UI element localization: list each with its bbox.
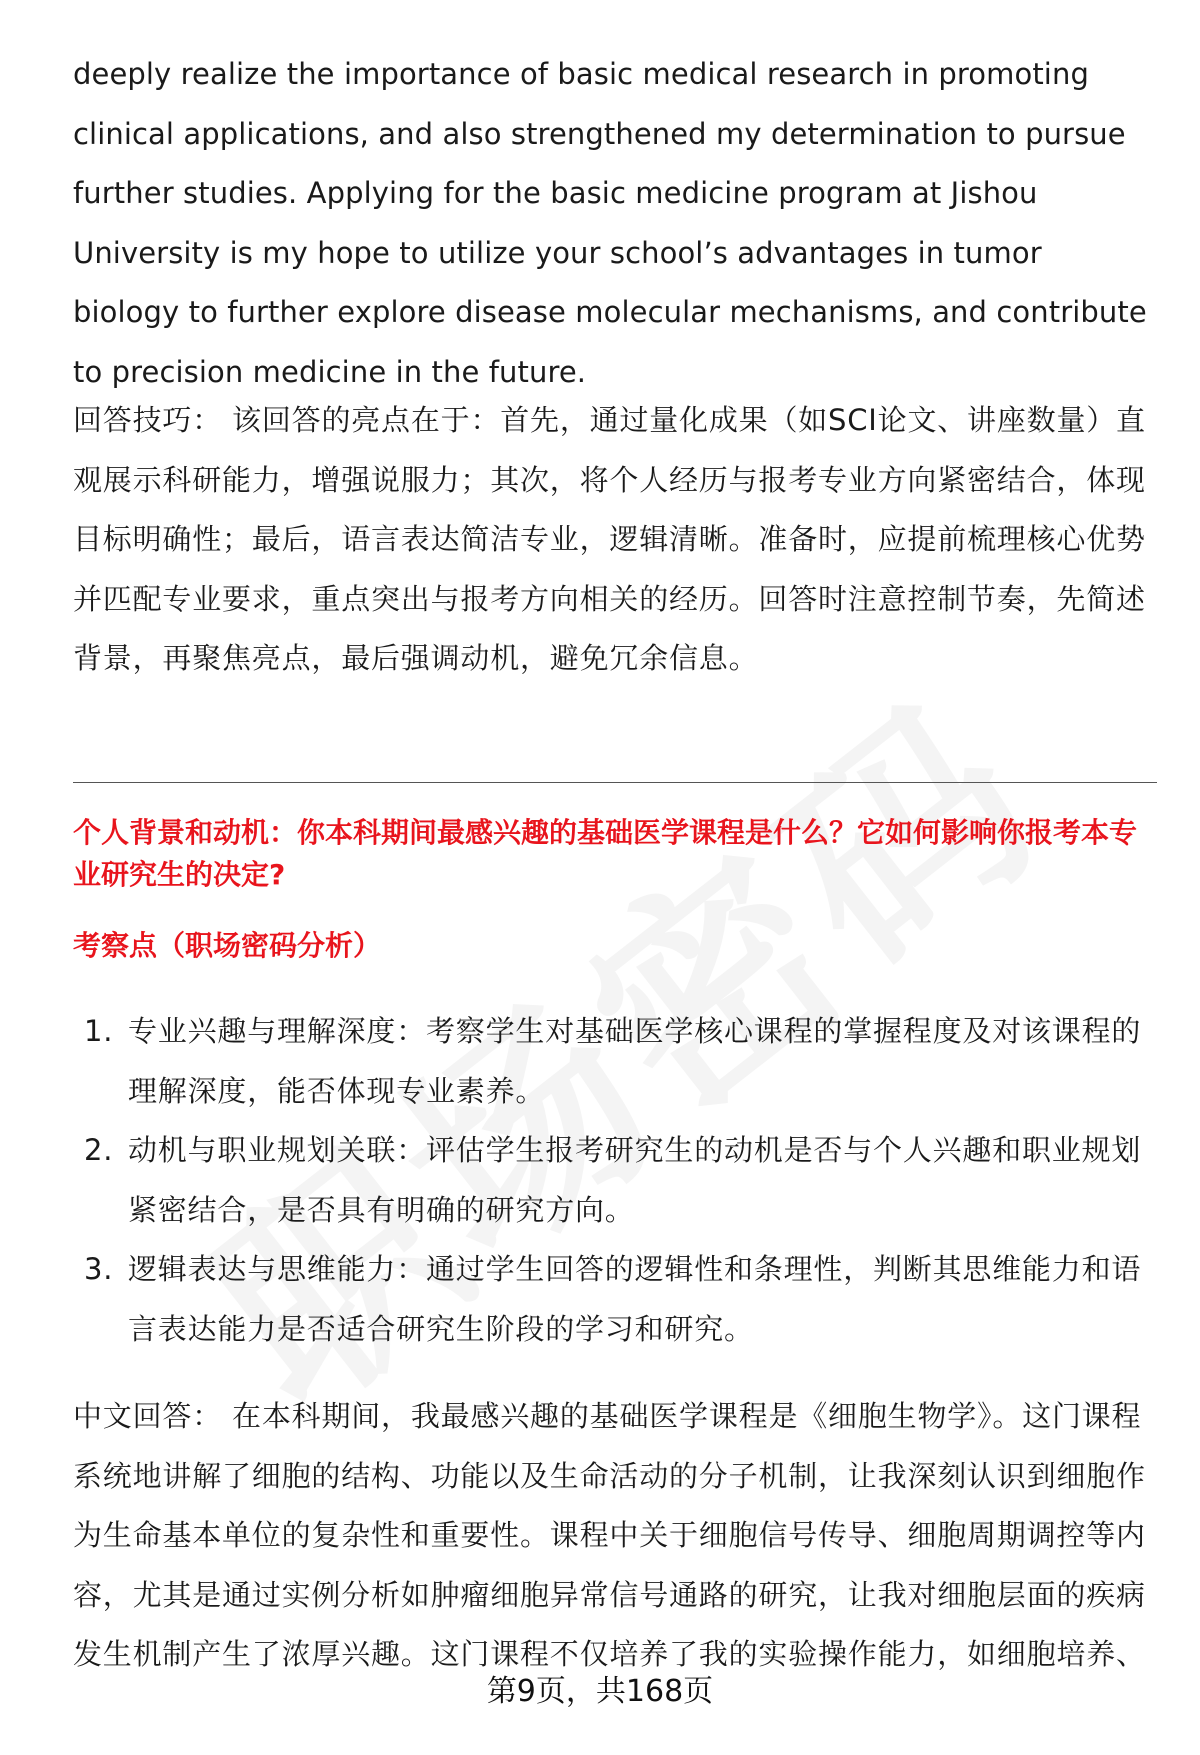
assessment-points-list [73,1002,1153,1359]
chinese-answer-label: 中文回答： [73,1399,223,1433]
question-title: 个人背景和动机：你本科期间最感兴趣的基础医学课程是什么？它如何影响你报考本专业研究生的决定? [73,816,1138,891]
list-item-number: 2. [84,1133,114,1167]
assessment-heading: 考察点（职场密码分析） [73,929,382,962]
list-item [73,1002,1153,1121]
english-answer-continuation: deeply realize the importance of basic medical research in promoting clinical applications, and also strengthened my determination to pursue further studies. Applying for the basic medicine program at Jishou University is my hope to utilize your school’s advantages in tumor biology to further explore disease molecular mechanisms, and contribute to precision medicine in the future. [73,57,1147,389]
answer-tips-paragraph [73,391,1148,689]
answer-tips-label: 回答技巧： [73,403,223,437]
list-item [73,1240,1153,1359]
list-item [73,1121,1153,1240]
list-item-text: 逻辑表达与思维能力：通过学生回答的逻辑性和条理性，判断其思维能力和语言表达能力是否适合研究生阶段的学习和研究。 [128,1252,1142,1346]
list-item-number: 1. [84,1014,114,1048]
list-item-text: 动机与职业规划关联：评估学生报考研究生的动机是否与个人兴趣和职业规划紧密结合，是否具有明确的研究方向。 [128,1133,1142,1227]
section-divider [73,782,1157,783]
chinese-answer-paragraph [73,1387,1148,1685]
chinese-answer-text: 在本科期间，我最感兴趣的基础医学课程是《细胞生物学》。这门课程系统地讲解了细胞的结构、功能以及生命活动的分子机制，让我深刻认识到细胞作为生命基本单位的复杂性和重要性。课程中关于细胞信号传导、细胞周期调控等内容，尤其是通过实例分析如肿瘤细胞异常信号通路的研究，让我对细胞层面的疾病发生机制产生了浓厚兴趣。这门课程不仅培养了我的实验操作能力，如细胞培养、 [73,1399,1146,1671]
answer-tips-text: 该回答的亮点在于：首先，通过量化成果（如SCI论文、讲座数量）直观展示科研能力，增强说服力；其次，将个人经历与报考专业方向紧密结合，体现目标明确性；最后，语言表达简洁专业，逻辑清晰。准备时，应提前梳理核心优势并匹配专业要求，重点突出与报考方向相关的经历。回答时注意控制节奏，先简述背景，再聚焦亮点，最后强调动机，避免冗余信息。 [73,403,1146,675]
page-footer: 第9页，共168页 [486,1674,714,1709]
list-item-number: 3. [84,1252,114,1286]
list-item-text: 专业兴趣与理解深度：考察学生对基础医学核心课程的掌握程度及对该课程的理解深度，能否体现专业素养。 [128,1014,1142,1108]
